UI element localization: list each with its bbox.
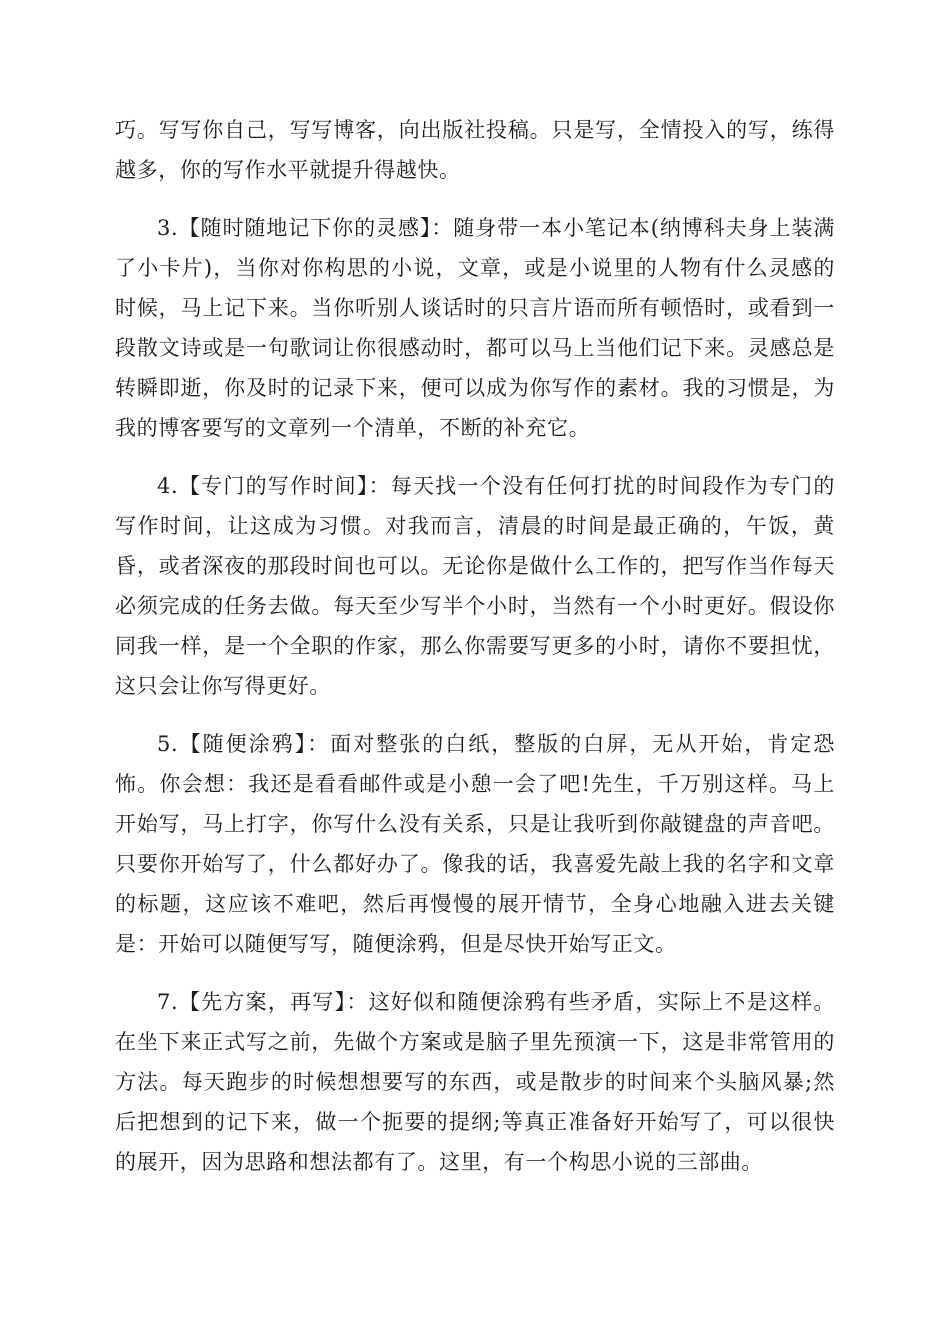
document-page [115,110,835,1200]
paragraph-number: 7. [157,990,179,1014]
paragraph-number: 3. [157,216,179,240]
paragraph-text: ：每天找一个没有任何打扰的时间段作为专门的写作时间，让这成为习惯。对我而言，清晨的时间是最正确的，午饭，黄昏，或者深夜的那段时间也可以。无论你是做什么工作的，把写作当作每天必须完成的任务去做。每天至少写半个小时，当然有一个小时更好。假设你同我一样，是一个全职的作家，那么你需要写更多的小时，请你不要担忧，这只会让你写得更好。 [115,474,835,698]
paragraph-text: 巧。写写你自己，写写博客，向出版社投稿。只是写，全情投入的写，练得越多，你的写作水平就提升得越快。 [115,118,835,182]
paragraph-heading: 【随便涂鸦】 [178,732,308,756]
paragraph-tip-5 [115,724,835,964]
paragraph-heading: 【先方案，再写】 [178,990,347,1014]
paragraph-continuation [115,110,835,190]
paragraph-heading: 【随时随地记下你的灵感】 [178,216,432,240]
paragraph-number: 4. [157,474,179,498]
paragraph-heading: 【专门的写作时间】 [178,474,369,498]
paragraph-number: 5. [157,732,179,756]
paragraph-text: ：面对整张的白纸，整版的白屏，无从开始，肯定恐怖。你会想：我还是看看邮件或是小憩一会了吧!先生，千万别这样。马上开始写，马上打字，你写什么没有关系，只是让我听到你敲键盘的声音吧。只要你开始写了，什么都好办了。像我的话，我喜爱先敲上我的名字和文章的标题，这应该不难吧，然后再慢慢的展开情节，全身心地融入进去关键是：开始可以随便写写，随便涂鸦，但是尽快开始写正文。 [115,732,835,956]
paragraph-tip-7 [115,982,835,1182]
paragraph-text: ：这好似和随便涂鸦有些矛盾，实际上不是这样。在坐下来正式写之前，先做个方案或是脑子里先预演一下，这是非常管用的方法。每天跑步的时候想想要写的东西，或是散步的时间来个头脑风暴;然后把想到的记下来，做一个扼要的提纲;等真正准备好开始写了，可以很快的展开，因为思路和想法都有了。这里，有一个构思小说的三部曲。 [115,990,835,1174]
paragraph-text: ：随身带一本小笔记本(纳博科夫身上装满了小卡片)，当你对你构思的小说，文章，或是小说里的人物有什么灵感的时候，马上记下来。当你听别人谈话时的只言片语而所有顿悟时，或看到一段散文诗或是一句歌词让你很感动时，都可以马上当他们记下来。灵感总是转瞬即逝，你及时的记录下来，便可以成为你写作的素材。我的习惯是，为我的博客要写的文章列一个清单，不断的补充它。 [115,216,836,440]
paragraph-tip-3 [115,208,835,448]
paragraph-tip-4 [115,466,835,706]
